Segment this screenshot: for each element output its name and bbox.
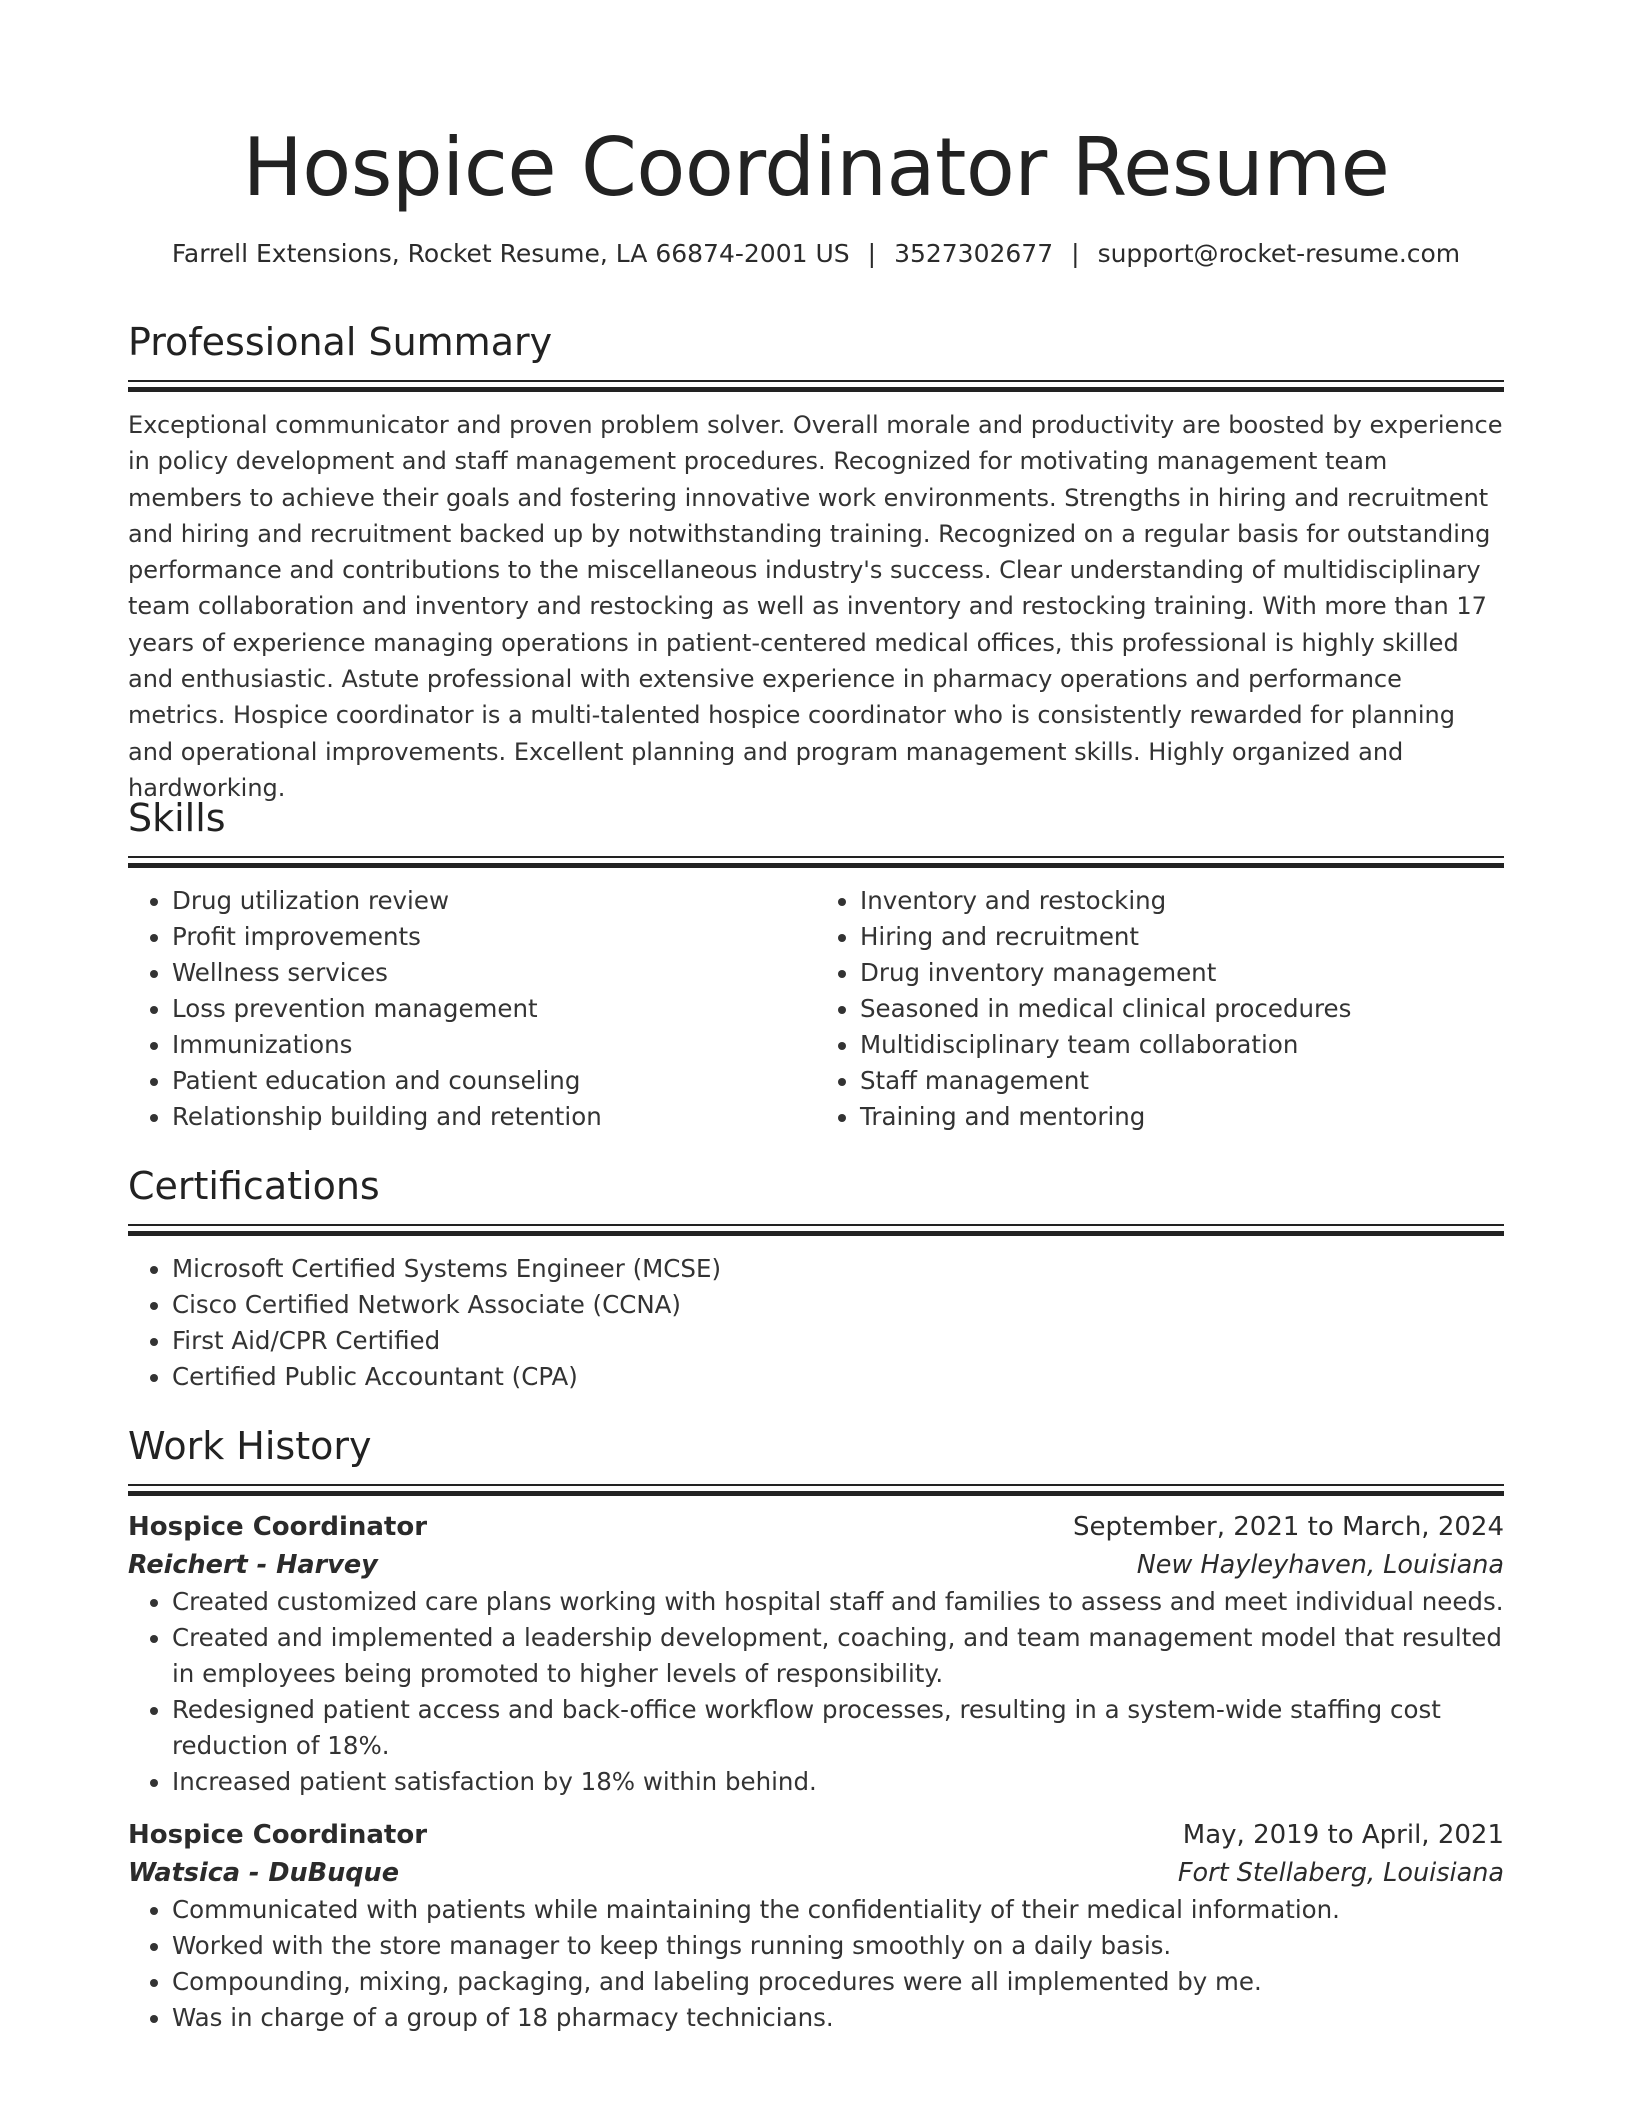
resume-title: Hospice Coordinator Resume [242, 121, 1390, 214]
skill-item: • Immunizations [172, 1027, 816, 1063]
work-history-heading: Work History [128, 1424, 372, 1468]
job-bullet: • Redesigned patient access and back-office workflow processes, resulting in a system-wide staffing cost reduction of 18%. [172, 1692, 1504, 1764]
section-divider [128, 1484, 1504, 1496]
skills-section [128, 794, 1504, 1135]
skill-item: • Drug utilization review [172, 883, 816, 919]
skill-item: • Training and mentoring [860, 1099, 1504, 1135]
job-bullet: • Communicated with patients while maintaining the confidentiality of their medical information. [172, 1892, 1504, 1928]
contact-phone: 3527302677 [894, 239, 1054, 268]
job-bullet: • Created customized care plans working with hospital staff and families to assess and meet individual needs. [172, 1584, 1504, 1620]
job-dates: September, 2021 to March, 2024 [1073, 1512, 1504, 1542]
skill-item: • Patient education and counseling [172, 1063, 816, 1099]
job-title: Hospice Coordinator [128, 1512, 428, 1542]
certifications-section [128, 1162, 1504, 1395]
skill-item: • Inventory and restocking [860, 883, 1504, 919]
skill-item: • Staff management [860, 1063, 1504, 1099]
job-company: Reichert - Harvey [128, 1550, 378, 1580]
certification-item: • First Aid/CPR Certified [172, 1323, 1504, 1359]
job-bullet: • Was in charge of a group of 18 pharmacy technicians. [172, 2000, 1504, 2036]
summary-section [128, 318, 1504, 806]
job-header [128, 1816, 1504, 1854]
skill-item: • Multidisciplinary team collaboration [860, 1027, 1504, 1063]
job-bullet: • Increased patient satisfaction by 18% within behind. [172, 1764, 1504, 1800]
job-location: New Hayleyhaven, Louisiana [1136, 1550, 1504, 1580]
summary-heading: Professional Summary [128, 320, 553, 364]
certification-item: • Cisco Certified Network Associate (CCNA) [172, 1287, 1504, 1323]
job-subheader [128, 1546, 1504, 1584]
skill-item: • Seasoned in medical clinical procedures [860, 991, 1504, 1027]
job-company: Watsica - DuBuque [128, 1858, 399, 1888]
certifications-heading: Certifications [128, 1164, 380, 1208]
job-title: Hospice Coordinator [128, 1820, 428, 1850]
certifications-list [128, 1251, 1504, 1395]
skill-item: • Profit improvements [172, 919, 816, 955]
skills-heading: Skills [128, 796, 226, 840]
skill-item: • Hiring and recruitment [860, 919, 1504, 955]
job-location: Fort Stellaberg, Louisiana [1177, 1858, 1504, 1888]
contact-email[interactable]: support@rocket-resume.com [1097, 239, 1461, 268]
job-header [128, 1508, 1504, 1546]
skill-item: • Relationship building and retention [172, 1099, 816, 1135]
job-subheader [128, 1854, 1504, 1892]
skills-list-left [128, 883, 816, 1135]
contact-separator: | [867, 239, 877, 268]
skill-item: • Wellness services [172, 955, 816, 991]
skills-columns [128, 883, 1504, 1135]
work-history-section [128, 1422, 1504, 2036]
job-bullets [128, 1892, 1504, 2036]
certification-item: • Microsoft Certified Systems Engineer (MCSE) [172, 1251, 1504, 1287]
summary-text: Exceptional communicator and proven problem solver. Overall morale and productivity are boosted by experience in policy development and staff management procedures. Recognized for motivating management team members to achieve their goals and fostering innovative work environments. Strengths in hiring and recruitment and hiring and recruitment backed up by notwithstanding training. Recognized on a regular basis for outstanding performance and contributions to the miscellaneous industry's success. Clear understanding of multidisciplinary team collaboration and inventory and restocking as well as inventory and restocking training. With more than 17 years of experience managing operations in patient-centered medical offices, this professional is highly skilled and enthusiastic. Astute professional with extensive experience in pharmacy operations and performance metrics. Hospice coordinator is a multi-talented hospice coordinator who is consistently rewarded for planning and operational improvements. Excellent planning and program management skills. Highly organized and hardworking. [128, 411, 1503, 802]
section-divider [128, 1224, 1504, 1236]
contact-line [128, 238, 1504, 270]
job-bullet: • Compounding, mixing, packaging, and labeling procedures were all implemented by me. [172, 1964, 1504, 2000]
job-dates: May, 2019 to April, 2021 [1182, 1820, 1504, 1850]
job-entry [128, 1816, 1504, 2036]
resume-page [128, 0, 1504, 2032]
skills-list-right [816, 883, 1504, 1135]
job-entry [128, 1508, 1504, 1800]
section-divider [128, 380, 1504, 392]
skill-item: • Loss prevention management [172, 991, 816, 1027]
contact-address: Farrell Extensions, Rocket Resume, LA 66874-2001 US [171, 239, 850, 268]
job-bullet: • Worked with the store manager to keep things running smoothly on a daily basis. [172, 1928, 1504, 1964]
job-bullets [128, 1584, 1504, 1800]
certification-item: • Certified Public Accountant (CPA) [172, 1359, 1504, 1395]
job-bullet: • Created and implemented a leadership development, coaching, and team management model that resulted in employees being promoted to higher levels of responsibility. [172, 1620, 1504, 1692]
contact-separator: | [1071, 239, 1080, 268]
section-divider [128, 856, 1504, 868]
skill-item: • Drug inventory management [860, 955, 1504, 991]
